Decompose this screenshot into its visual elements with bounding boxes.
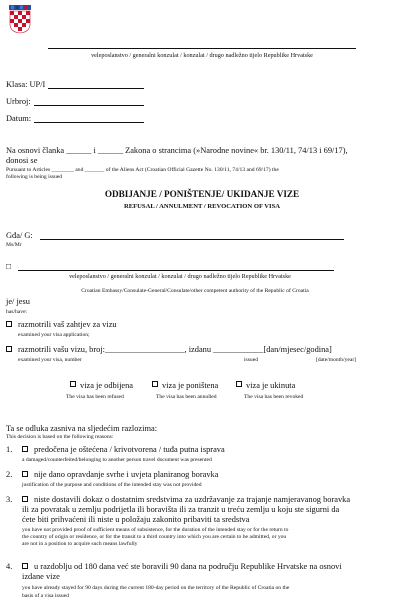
reason-3-number: 3. — [6, 495, 13, 504]
option-issued-en: issued — [244, 357, 258, 363]
reg-number-label: Urbroj: — [6, 97, 31, 106]
reason-1-checkbox[interactable] — [22, 446, 32, 456]
authority-caption-2: veleposlanstvo / generalni konzulat / konzulat / drugo nadležno tijelo Republike Hrvatske — [69, 273, 291, 280]
choice-revoked[interactable] — [236, 381, 295, 391]
reason-3-label-3: ćete biti prihvaćeni ili niste u položaju zakonito pribaviti ta sredstva — [22, 515, 250, 524]
reason-2-checkbox[interactable] — [22, 471, 32, 481]
reason-3-label-2: ili za povratak u zemlju podrijetla ili boravišta ili za tranzit u treću zemlju u koju ste sigurni da — [22, 505, 340, 514]
choice-annulled-label: viza je poništena — [162, 381, 219, 390]
reason-4-number: 4. — [6, 562, 13, 571]
class-label: Klasa: UP/I — [6, 80, 46, 89]
reasons-intro-en: This decision is based on the following reasons: — [6, 434, 114, 440]
option-examined-application-label: razmotrili vaš zahtjev za vizu — [18, 320, 117, 329]
reason-1-label: predočena je oštećena / krivotvorena / tuđa putna isprava — [34, 445, 225, 454]
choice-refused[interactable] — [70, 381, 133, 391]
reason-2-en: justification of the purpose and conditions of the intended stay was not provided — [22, 482, 202, 488]
reason-3-label: niste dostavili dokaz o dostatnim sredstvima za uzdržavanje za trajanje namjeravanog boravka — [34, 495, 351, 504]
option-date-en: [date/month/year] — [316, 357, 357, 363]
reason-3-en-2: the country of origin or residence, or for the transit to a third country into which you are certain to be admitted, or you — [22, 534, 287, 540]
reg-number-field[interactable] — [34, 105, 144, 106]
authority-caption: veleposlanstvo / generalni konzulat / konzulat / drugo nadležno tijelo Republike Hrvatske — [91, 52, 313, 59]
choice-refused-en: The visa has been refused — [66, 394, 124, 400]
reason-4-en-2: basis of a visa issued — [22, 593, 69, 599]
date-label: Datum: — [6, 114, 32, 123]
reason-3-en-1: you have not provided proof of sufficient means of subsistence, for the duration of the intended stay or for the return to — [22, 527, 289, 533]
applicant-label: Gđa/ G: — [6, 231, 33, 240]
applicant-name-field[interactable] — [40, 239, 344, 240]
reason-1-number: 1. — [6, 445, 13, 454]
document-title: ODBIJANJE / PONIŠTENJE/ UKIDANJE VIZE — [104, 189, 300, 199]
option-examined-visa-label: razmotrili vašu vizu, broj:___________________, izdanu ____________[dan/mjesec/godina] — [18, 345, 332, 354]
legal-basis-en-2: following is being issued — [6, 174, 63, 180]
date-field[interactable] — [34, 122, 144, 123]
has-label: je/ jesu — [6, 297, 30, 306]
option-examined-application-en: examined your visa application; — [18, 332, 90, 338]
choice-revoked-en: The visa has been revoked — [244, 394, 304, 400]
choice-annulled-en: The visa has been annulled — [156, 394, 217, 400]
reason-1-en: a damaged/counterfeited/belonging to another person travel document was presented — [22, 457, 212, 463]
document-subtitle: REFUSAL / ANNULMENT / REVOCATION OF VISA — [123, 203, 281, 210]
authority-caption-2-en: Croatian Embassy/Consulate-General/Consulate/other competent authority of the Republic of Croatia — [81, 288, 309, 294]
choice-revoked-label: viza je ukinuta — [246, 381, 296, 390]
class-field[interactable] — [48, 88, 144, 89]
authority-bullet: □ — [6, 262, 12, 271]
reason-4-label: u razdoblju od 180 dana već ste boravili 90 dana na području Republike Hrvatske na osnovi — [34, 562, 342, 571]
reason-4-en-1: you have already stayed for 90 days during the current 180-day period on the territory of the Republic of Croatia on the — [22, 585, 290, 591]
authority-line[interactable] — [48, 48, 356, 49]
option-examined-visa-checkbox[interactable] — [6, 346, 16, 356]
legal-basis-issued: donosi se — [6, 156, 38, 165]
option-examined-visa-en: examined your visa, number — [18, 357, 82, 363]
legal-basis-text: Na osnovi članka ______ i ______ Zakona o strancima (»Narodne novine« br. 130/11, 74/13 i 69/17), — [6, 146, 348, 155]
reason-2-number: 2. — [6, 470, 13, 479]
legal-basis-en: Pursuant to Articles ________ and _______ of the Aliens Act (Croatian Official Gazette No. 130/11, 74/13 and 69/17) the — [6, 167, 279, 173]
option-examined-application-checkbox[interactable] — [6, 321, 16, 331]
croatian-coat-of-arms-icon — [8, 4, 32, 34]
has-label-en: has/have: — [6, 309, 28, 315]
authority-line-2[interactable] — [18, 270, 334, 271]
choice-refused-label: viza je odbijena — [80, 381, 134, 390]
choice-annulled[interactable] — [152, 381, 218, 391]
reason-3-en-3: are not in a position to acquire such means lawfully — [22, 541, 138, 547]
applicant-label-en: Ms/Mr — [6, 242, 22, 248]
reason-4-label-2: izdane vize — [22, 572, 60, 581]
reason-2-label: nije dano opravdanje svrhe i uvjeta planiranog boravka — [34, 470, 219, 479]
reasons-intro: Ta se odluka zasniva na sljedećim razlozima: — [6, 424, 158, 433]
